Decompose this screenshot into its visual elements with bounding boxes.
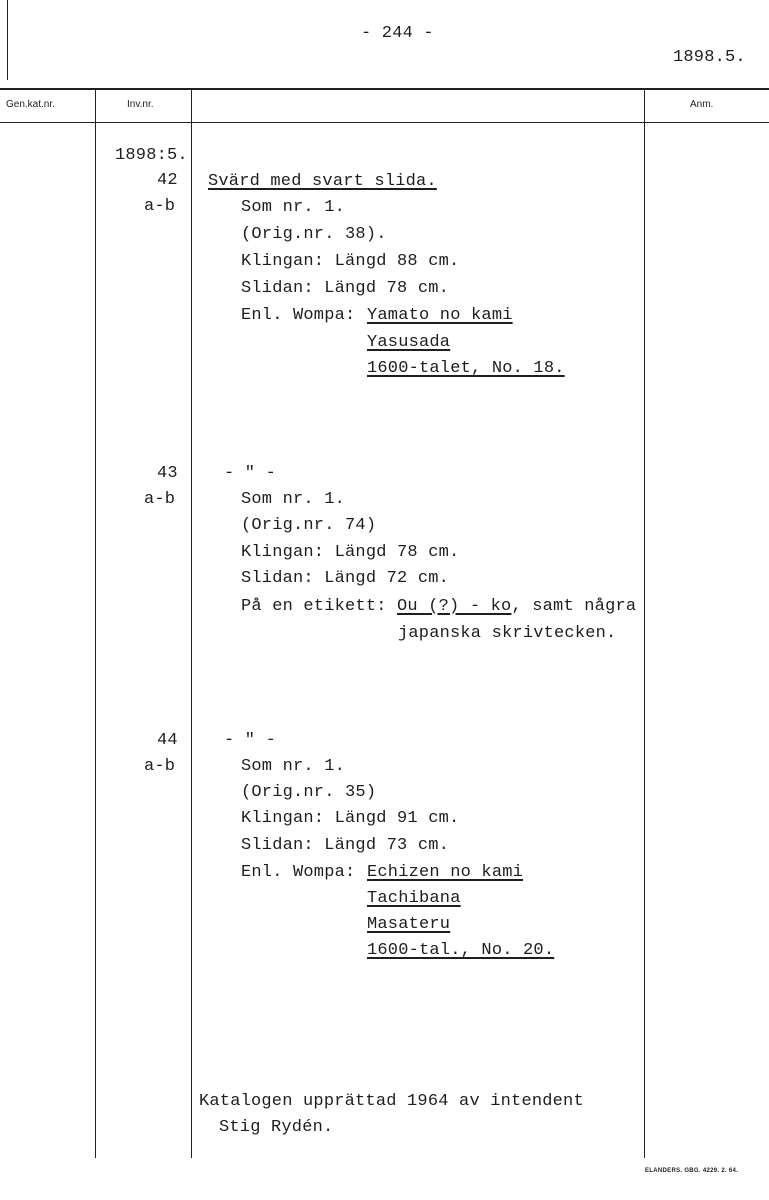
source-line: 1600-talet, No. 18. — [367, 359, 565, 378]
entry-line: Klingan: Längd 88 cm. — [241, 252, 460, 271]
entry-number: 43 — [157, 464, 178, 483]
entry-suffix: a-b — [144, 757, 176, 776]
entry-title: - " - — [224, 731, 277, 750]
column-divider-2 — [191, 88, 192, 1158]
accession-number: 1898.5. — [673, 48, 746, 67]
page-number: - 244 - — [361, 24, 434, 43]
etikett-line-2: japanska skrivtecken. — [398, 624, 617, 643]
column-divider-1 — [95, 88, 96, 1158]
entry-number: 42 — [157, 171, 178, 190]
entry-line: Slidan: Längd 78 cm. — [241, 279, 450, 298]
entry-suffix: a-b — [144, 490, 176, 509]
source-line: Yasusada — [367, 333, 451, 352]
header-inv-nr: Inv.nr. — [127, 99, 154, 110]
entry-suffix: a-b — [144, 197, 176, 216]
etikett-label: På en etikett: — [241, 597, 387, 616]
entry-title: - " - — [224, 464, 277, 483]
etikett-line — [241, 594, 636, 620]
entry-line: Som nr. 1. — [241, 198, 346, 217]
entry-line: (Orig.nr. 35) — [241, 783, 377, 802]
header-gen-kat-nr: Gen.kat.nr. — [6, 99, 55, 110]
source-label: Enl. Wompa: — [241, 863, 356, 882]
source-line: Masateru — [367, 915, 451, 934]
closing-note: Katalogen upprättad 1964 av intendent — [199, 1092, 584, 1111]
entry-line: Klingan: Längd 78 cm. — [241, 543, 460, 562]
printer-footer: ELANDERS. GBG. 4229. 2. 64. — [645, 1168, 739, 1174]
group-number: 1898:5. — [115, 146, 188, 165]
header-rule-bottom — [0, 122, 769, 123]
entry-number: 44 — [157, 731, 178, 750]
column-divider-3 — [644, 88, 645, 1158]
closing-signature: Stig Rydén. — [219, 1118, 334, 1137]
entry-line: Som nr. 1. — [241, 490, 346, 509]
source-line: Yamato no kami — [367, 306, 513, 325]
entry-line: (Orig.nr. 74) — [241, 516, 377, 535]
entry-line: (Orig.nr. 38). — [241, 225, 387, 244]
source-line: 1600-tal., No. 20. — [367, 941, 555, 960]
entry-line: Som nr. 1. — [241, 757, 346, 776]
etikett-rest: , samt några — [511, 597, 637, 616]
source-line: Tachibana — [367, 889, 461, 908]
header-anm: Anm. — [690, 99, 714, 110]
etikett-marking: Ou (?) - ko — [397, 597, 512, 616]
source-label: Enl. Wompa: — [241, 306, 356, 325]
entry-line: Klingan: Längd 91 cm. — [241, 809, 460, 828]
entry-title: Svärd med svart slida. — [208, 172, 437, 191]
entry-line: Slidan: Längd 73 cm. — [241, 836, 450, 855]
entry-line: Slidan: Längd 72 cm. — [241, 569, 450, 588]
source-line: Echizen no kami — [367, 863, 524, 882]
left-edge-rule — [7, 0, 8, 80]
header-rule-top — [0, 88, 769, 90]
